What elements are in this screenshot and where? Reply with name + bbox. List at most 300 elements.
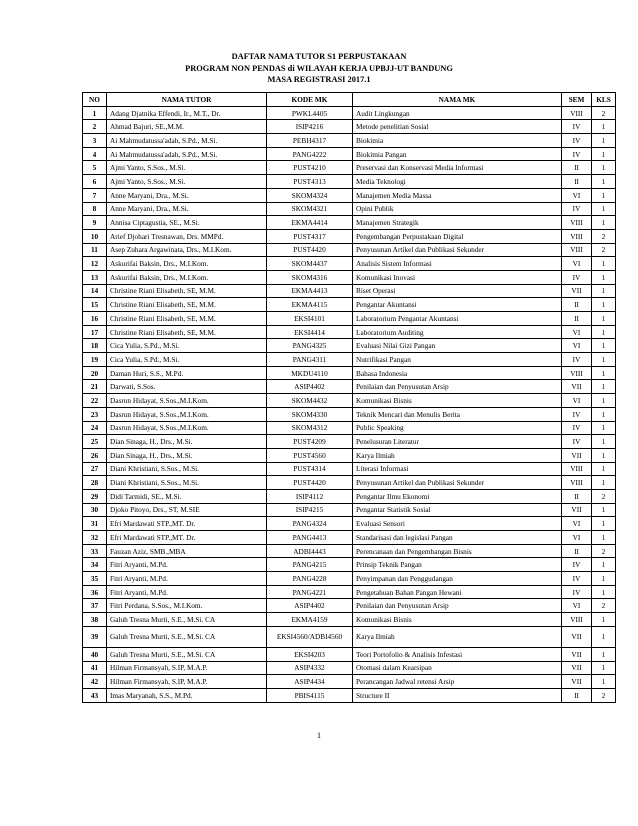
table-row xyxy=(83,503,616,517)
cell-sem: VII xyxy=(562,503,592,517)
cell-nama-tutor: Christine Riani Elisabeth, SE, M.M. xyxy=(107,298,267,312)
cell-nama-tutor: Diani Khristiani, S.Sos., M.Si. xyxy=(107,462,267,476)
cell-nama-mk: Pengembangan Perpustakaan Digital xyxy=(353,229,562,243)
cell-nama-tutor: Galuh Tresna Murti, S.E., M.Si. CA xyxy=(107,647,267,661)
cell-sem: VI xyxy=(562,339,592,353)
cell-no: 27 xyxy=(83,462,107,476)
cell-kls: 1 xyxy=(592,120,616,134)
table-row xyxy=(83,202,616,216)
cell-kls: 1 xyxy=(592,134,616,148)
cell-nama-mk: Karya Ilmiah xyxy=(353,448,562,462)
cell-no: 31 xyxy=(83,517,107,531)
cell-sem: IV xyxy=(562,435,592,449)
cell-kode-mk: ISIP4112 xyxy=(267,489,353,503)
cell-nama-tutor: Diani Khristiani, S.Sos., M.Si. xyxy=(107,476,267,490)
header-sem: SEM xyxy=(562,93,592,107)
cell-nama-mk: Metode penelitian Sosial xyxy=(353,120,562,134)
table-row xyxy=(83,462,616,476)
cell-nama-tutor: Fauzan Aziz, SMB.,MBA xyxy=(107,544,267,558)
cell-kode-mk: ASIP4402 xyxy=(267,599,353,613)
cell-no: 5 xyxy=(83,161,107,175)
cell-kode-mk: EKSI4560/ADBI4560 xyxy=(267,626,353,647)
cell-sem: IV xyxy=(562,147,592,161)
cell-nama-tutor: Dasrun Hidayat, S.Sos.,M.I.Kom. xyxy=(107,421,267,435)
cell-nama-tutor: Christine Riani Elisabeth, SE, M.M. xyxy=(107,325,267,339)
cell-no: 36 xyxy=(83,585,107,599)
header-nama-mk: NAMA MK xyxy=(353,93,562,107)
table-row xyxy=(83,284,616,298)
cell-sem: II xyxy=(562,175,592,189)
table-row xyxy=(83,312,616,326)
cell-kode-mk: MKDU4110 xyxy=(267,366,353,380)
table-row xyxy=(83,435,616,449)
cell-nama-tutor: Fitri Perdana, S.Sos., M.I.Kom. xyxy=(107,599,267,613)
cell-kode-mk: ASIP4402 xyxy=(267,380,353,394)
cell-kls: 1 xyxy=(592,175,616,189)
cell-kls: 1 xyxy=(592,626,616,647)
cell-sem: VIII xyxy=(562,476,592,490)
cell-no: 41 xyxy=(83,661,107,675)
table-header-row xyxy=(83,93,616,107)
cell-no: 11 xyxy=(83,243,107,257)
cell-nama-mk: Media Teknologi xyxy=(353,175,562,189)
table-row xyxy=(83,229,616,243)
cell-kode-mk: PUST4313 xyxy=(267,175,353,189)
cell-sem: VIII xyxy=(562,366,592,380)
cell-no: 25 xyxy=(83,435,107,449)
cell-sem: VII xyxy=(562,284,592,298)
header-no: NO xyxy=(83,93,107,107)
cell-nama-tutor: Efri Mardawati STP.,MT. Dr. xyxy=(107,531,267,545)
cell-sem: VII xyxy=(562,380,592,394)
cell-nama-mk: Biokimia Pangan xyxy=(353,147,562,161)
cell-nama-tutor: Askurifai Baksin, Drs., M.I.Kom. xyxy=(107,270,267,284)
cell-kls: 1 xyxy=(592,613,616,627)
cell-nama-mk: Pengetahuan Bahan Pangan Hewani xyxy=(353,585,562,599)
cell-nama-tutor: Ajmi Yanto, S.Sos., M.Si. xyxy=(107,161,267,175)
cell-kls: 2 xyxy=(592,489,616,503)
cell-no: 39 xyxy=(83,626,107,647)
cell-no: 21 xyxy=(83,380,107,394)
cell-no: 12 xyxy=(83,257,107,271)
cell-kls: 1 xyxy=(592,407,616,421)
table-row xyxy=(83,257,616,271)
cell-no: 19 xyxy=(83,353,107,367)
cell-nama-tutor: Ai Mahmudatussa'adah, S.Pd., M.Si. xyxy=(107,134,267,148)
cell-kls: 2 xyxy=(592,229,616,243)
title-line-3: MASA REGISTRASI 2017.1 xyxy=(267,75,371,84)
cell-no: 38 xyxy=(83,613,107,627)
cell-nama-mk: Structure II xyxy=(353,688,562,702)
cell-nama-mk: Komunikasi Inovasi xyxy=(353,270,562,284)
cell-kls: 1 xyxy=(592,339,616,353)
cell-sem: VIII xyxy=(562,106,592,120)
cell-no: 32 xyxy=(83,531,107,545)
cell-kls: 1 xyxy=(592,585,616,599)
cell-nama-tutor: Anne Maryani, Dra., M.Si. xyxy=(107,188,267,202)
cell-nama-tutor: Didi Tarmidi, SE., M.Si. xyxy=(107,489,267,503)
cell-nama-tutor: Hilman Firmansyah, S.IP, M.A.P. xyxy=(107,661,267,675)
cell-sem: VI xyxy=(562,599,592,613)
cell-nama-mk: Penilaian dan Penyusutan Arsip xyxy=(353,599,562,613)
cell-kode-mk: PUST4560 xyxy=(267,448,353,462)
cell-nama-tutor: Askurifai Baksin, Drs., M.I.Kom. xyxy=(107,257,267,271)
cell-nama-mk: Prinsip Teknik Pangan xyxy=(353,558,562,572)
cell-sem: IV xyxy=(562,407,592,421)
table-row xyxy=(83,380,616,394)
cell-kls: 1 xyxy=(592,517,616,531)
cell-sem: VIII xyxy=(562,216,592,230)
cell-no: 18 xyxy=(83,339,107,353)
cell-no: 42 xyxy=(83,675,107,689)
cell-kode-mk: PANG4325 xyxy=(267,339,353,353)
cell-kode-mk: SKOM4316 xyxy=(267,270,353,284)
cell-nama-tutor: Galuh Tresna Murti, S.E., M.Si. CA xyxy=(107,626,267,647)
cell-nama-tutor: Ahmad Bajuri, SE.,M.M. xyxy=(107,120,267,134)
cell-nama-tutor: Asep Zuhara Argawinata, Drs., M.I.Kom. xyxy=(107,243,267,257)
cell-kls: 1 xyxy=(592,202,616,216)
table-body xyxy=(83,106,616,702)
table-row xyxy=(83,585,616,599)
table-row xyxy=(83,489,616,503)
cell-kode-mk: SKOM4324 xyxy=(267,188,353,202)
cell-nama-tutor: Djoko Pitoyo, Drs., ST, M.SIE xyxy=(107,503,267,517)
cell-no: 28 xyxy=(83,476,107,490)
cell-no: 37 xyxy=(83,599,107,613)
tutor-table xyxy=(82,92,616,703)
cell-nama-mk: Komunikasi Bisnis xyxy=(353,613,562,627)
cell-nama-tutor: Efri Mardawati STP.,MT. Dr. xyxy=(107,517,267,531)
cell-nama-tutor: Ajmi Yanto, S.Sos., M.Si. xyxy=(107,175,267,189)
cell-nama-mk: Teori Portofolio & Analisis Infestasi xyxy=(353,647,562,661)
cell-sem: VII xyxy=(562,647,592,661)
cell-sem: VII xyxy=(562,675,592,689)
table-row xyxy=(83,175,616,189)
title-line-1: DAFTAR NAMA TUTOR S1 PERPUSTAKAAN xyxy=(231,52,407,61)
cell-sem: II xyxy=(562,298,592,312)
cell-kls: 1 xyxy=(592,161,616,175)
table-row xyxy=(83,647,616,661)
table-row xyxy=(83,626,616,647)
cell-kode-mk: ISIP4215 xyxy=(267,503,353,517)
table-row xyxy=(83,106,616,120)
cell-no: 17 xyxy=(83,325,107,339)
cell-nama-mk: Pengantar Statistik Sosial xyxy=(353,503,562,517)
cell-nama-mk: Penyimpanan dan Penggudangan xyxy=(353,572,562,586)
cell-kls: 1 xyxy=(592,675,616,689)
cell-nama-mk: Evaluasi Nilai Gizi Pangan xyxy=(353,339,562,353)
cell-nama-mk: Karya Ilmiah xyxy=(353,626,562,647)
cell-nama-tutor: Darwati, S.Sos. xyxy=(107,380,267,394)
table-row xyxy=(83,544,616,558)
cell-nama-mk: Analisis Sistem Informasi xyxy=(353,257,562,271)
cell-kode-mk: PANG4311 xyxy=(267,353,353,367)
table-row xyxy=(83,243,616,257)
cell-no: 9 xyxy=(83,216,107,230)
cell-kode-mk: EKMA4413 xyxy=(267,284,353,298)
table-row xyxy=(83,270,616,284)
cell-nama-mk: Pengantar Akuntansi xyxy=(353,298,562,312)
cell-kode-mk: PUST4210 xyxy=(267,161,353,175)
cell-kode-mk: EKMA4414 xyxy=(267,216,353,230)
cell-nama-mk: Standarisasi dan legislasi Pangan xyxy=(353,531,562,545)
cell-kls: 1 xyxy=(592,366,616,380)
table-row xyxy=(83,134,616,148)
table-row xyxy=(83,394,616,408)
table-row xyxy=(83,661,616,675)
cell-no: 13 xyxy=(83,270,107,284)
cell-nama-mk: Bahasa Indonesia xyxy=(353,366,562,380)
cell-kode-mk: SKOM4321 xyxy=(267,202,353,216)
cell-no: 24 xyxy=(83,421,107,435)
table-row xyxy=(83,147,616,161)
cell-kls: 1 xyxy=(592,216,616,230)
cell-sem: VII xyxy=(562,661,592,675)
cell-kode-mk: PEBH4317 xyxy=(267,134,353,148)
cell-nama-tutor: Galuh Tresna Murti, S.E., M.Si. CA xyxy=(107,613,267,627)
table-row xyxy=(83,421,616,435)
cell-no: 2 xyxy=(83,120,107,134)
cell-nama-mk: Manajemen Media Massa xyxy=(353,188,562,202)
cell-nama-tutor: Dian Sinaga, H., Drs., M.Si. xyxy=(107,448,267,462)
cell-nama-mk: Biokimia xyxy=(353,134,562,148)
cell-kode-mk: PWKL4405 xyxy=(267,106,353,120)
cell-no: 4 xyxy=(83,147,107,161)
table-row xyxy=(83,161,616,175)
header-nama-tutor: NAMA TUTOR xyxy=(107,93,267,107)
cell-no: 26 xyxy=(83,448,107,462)
cell-nama-tutor: Fitri Aryanti, M.Pd. xyxy=(107,585,267,599)
cell-no: 10 xyxy=(83,229,107,243)
cell-kls: 1 xyxy=(592,448,616,462)
cell-nama-mk: Laboratorium Auditing xyxy=(353,325,562,339)
cell-kls: 1 xyxy=(592,147,616,161)
cell-kls: 1 xyxy=(592,270,616,284)
cell-no: 29 xyxy=(83,489,107,503)
cell-nama-mk: Penilaian dan Penyusutan Arsip xyxy=(353,380,562,394)
cell-kls: 1 xyxy=(592,476,616,490)
cell-no: 23 xyxy=(83,407,107,421)
cell-nama-mk: Nutrifikasi Pangan xyxy=(353,353,562,367)
cell-kls: 1 xyxy=(592,188,616,202)
cell-kls: 1 xyxy=(592,353,616,367)
cell-nama-mk: Audit Lingkungan xyxy=(353,106,562,120)
cell-kls: 1 xyxy=(592,435,616,449)
table-row xyxy=(83,407,616,421)
cell-kls: 1 xyxy=(592,558,616,572)
cell-nama-mk: Otomasi dalam Kearsipan xyxy=(353,661,562,675)
table-row xyxy=(83,675,616,689)
cell-kode-mk: SKOM4432 xyxy=(267,394,353,408)
cell-sem: VIII xyxy=(562,462,592,476)
cell-kode-mk: EKSI4414 xyxy=(267,325,353,339)
table-row xyxy=(83,517,616,531)
table-row xyxy=(83,531,616,545)
table-row xyxy=(83,572,616,586)
cell-nama-tutor: Dasrun Hidayat, S.Sos.,M.I.Kom. xyxy=(107,394,267,408)
cell-nama-mk: Preservasi dan Konservasi Media Informasi xyxy=(353,161,562,175)
header-kls: KLS xyxy=(592,93,616,107)
cell-kls: 2 xyxy=(592,243,616,257)
cell-kls: 1 xyxy=(592,462,616,476)
table-row xyxy=(83,298,616,312)
cell-kode-mk: PUST4420 xyxy=(267,243,353,257)
cell-nama-mk: Manajemen Strategik xyxy=(353,216,562,230)
cell-nama-tutor: Fitri Aryanti, M.Pd. xyxy=(107,558,267,572)
cell-sem: IV xyxy=(562,421,592,435)
cell-nama-tutor: Arief Djohari Tresnawan, Drs. MMPd. xyxy=(107,229,267,243)
cell-sem: VI xyxy=(562,325,592,339)
cell-sem: VII xyxy=(562,626,592,647)
table-row xyxy=(83,688,616,702)
cell-sem: IV xyxy=(562,270,592,284)
cell-nama-mk: Penyusunan Artikel dan Publikasi Sekunder xyxy=(353,243,562,257)
cell-kode-mk: PUST4317 xyxy=(267,229,353,243)
cell-kode-mk: PANG4215 xyxy=(267,558,353,572)
cell-nama-tutor: Daman Huri, S.S., M.Pd. xyxy=(107,366,267,380)
cell-sem: VIII xyxy=(562,613,592,627)
cell-sem: VIII xyxy=(562,229,592,243)
cell-nama-mk: Riset Operasi xyxy=(353,284,562,298)
cell-kode-mk: PUST4314 xyxy=(267,462,353,476)
cell-nama-tutor: Anne Maryani, Dra., M.Si. xyxy=(107,202,267,216)
cell-no: 14 xyxy=(83,284,107,298)
cell-nama-mk: Teknik Mencari dan Menulis Berita xyxy=(353,407,562,421)
cell-sem: VII xyxy=(562,448,592,462)
cell-no: 3 xyxy=(83,134,107,148)
cell-no: 40 xyxy=(83,647,107,661)
cell-kls: 2 xyxy=(592,688,616,702)
cell-nama-mk: Pengantar Ilmu Ekonomi xyxy=(353,489,562,503)
title-line-2: PROGRAM NON PENDAS di WILAYAH KERJA UPBJJ-UT BANDUNG xyxy=(185,63,453,73)
cell-nama-mk: Evaluasi Sensori xyxy=(353,517,562,531)
table-row xyxy=(83,188,616,202)
cell-sem: II xyxy=(562,489,592,503)
cell-no: 1 xyxy=(83,106,107,120)
cell-kode-mk: PANG4324 xyxy=(267,517,353,531)
cell-nama-tutor: Annisa Ciptagustia, SE., M.Si. xyxy=(107,216,267,230)
cell-kode-mk: PUST4420 xyxy=(267,476,353,490)
cell-nama-tutor: Imas Maryanah, S.S., M.Pd. xyxy=(107,688,267,702)
cell-kls: 2 xyxy=(592,106,616,120)
cell-kode-mk: ASIP4434 xyxy=(267,675,353,689)
cell-kode-mk: PANG4228 xyxy=(267,572,353,586)
cell-kode-mk: ASIP4332 xyxy=(267,661,353,675)
cell-sem: II xyxy=(562,312,592,326)
cell-nama-mk: Penelusuran Literatur xyxy=(353,435,562,449)
cell-no: 16 xyxy=(83,312,107,326)
cell-sem: IV xyxy=(562,585,592,599)
page-number: 1 xyxy=(317,731,321,740)
cell-no: 22 xyxy=(83,394,107,408)
cell-sem: IV xyxy=(562,353,592,367)
cell-kode-mk: PANG4413 xyxy=(267,531,353,545)
cell-nama-tutor: Adang Djatnika Effendi, Ir., M.T., Dr. xyxy=(107,106,267,120)
cell-nama-tutor: Hilman Firmansyah, S.IP, M.A.P. xyxy=(107,675,267,689)
cell-no: 7 xyxy=(83,188,107,202)
cell-kls: 1 xyxy=(592,380,616,394)
cell-nama-tutor: Dian Sinaga, H., Drs., M.Si. xyxy=(107,435,267,449)
cell-no: 35 xyxy=(83,572,107,586)
cell-kode-mk: PUST4209 xyxy=(267,435,353,449)
table-row xyxy=(83,448,616,462)
cell-sem: IV xyxy=(562,572,592,586)
table-row xyxy=(83,216,616,230)
cell-no: 34 xyxy=(83,558,107,572)
cell-kode-mk: ADBI4443 xyxy=(267,544,353,558)
cell-kode-mk: SKOM4437 xyxy=(267,257,353,271)
cell-sem: IV xyxy=(562,134,592,148)
table-row xyxy=(83,613,616,627)
table-row xyxy=(83,339,616,353)
cell-kode-mk: EKSI4203 xyxy=(267,647,353,661)
cell-kls: 1 xyxy=(592,647,616,661)
cell-kls: 1 xyxy=(592,394,616,408)
cell-sem: VI xyxy=(562,257,592,271)
cell-nama-tutor: Christine Riani Elisabeth, SE, M.M. xyxy=(107,284,267,298)
table-row xyxy=(83,366,616,380)
cell-kode-mk: SKOM4330 xyxy=(267,407,353,421)
cell-kode-mk: PANG4222 xyxy=(267,147,353,161)
cell-sem: IV xyxy=(562,202,592,216)
cell-no: 15 xyxy=(83,298,107,312)
cell-kls: 1 xyxy=(592,325,616,339)
cell-nama-tutor: Cica Yulia, S.Pd., M.Si. xyxy=(107,353,267,367)
cell-nama-mk: Opini Publik xyxy=(353,202,562,216)
cell-sem: IV xyxy=(562,558,592,572)
table-row xyxy=(83,558,616,572)
cell-nama-tutor: Dasrun Hidayat, S.Sos.,M.I.Kom. xyxy=(107,407,267,421)
cell-kls: 1 xyxy=(592,257,616,271)
table-row xyxy=(83,599,616,613)
cell-nama-tutor: Fitri Aryanti, M.Pd. xyxy=(107,572,267,586)
cell-no: 8 xyxy=(83,202,107,216)
cell-kls: 1 xyxy=(592,503,616,517)
cell-kode-mk: EKSI4101 xyxy=(267,312,353,326)
cell-nama-mk: Literasi Informasi xyxy=(353,462,562,476)
cell-sem: II xyxy=(562,161,592,175)
cell-nama-mk: Komunikasi Bisnis xyxy=(353,394,562,408)
cell-kls: 2 xyxy=(592,544,616,558)
cell-kls: 1 xyxy=(592,284,616,298)
table-row xyxy=(83,325,616,339)
cell-no: 20 xyxy=(83,366,107,380)
cell-kls: 1 xyxy=(592,298,616,312)
cell-kode-mk: PANG4221 xyxy=(267,585,353,599)
cell-sem: VI xyxy=(562,517,592,531)
cell-nama-mk: Public Speaking xyxy=(353,421,562,435)
cell-sem: VIII xyxy=(562,243,592,257)
cell-no: 30 xyxy=(83,503,107,517)
cell-kode-mk: PBIS4115 xyxy=(267,688,353,702)
cell-sem: II xyxy=(562,544,592,558)
cell-no: 43 xyxy=(83,688,107,702)
table-row xyxy=(83,353,616,367)
cell-sem: VI xyxy=(562,531,592,545)
cell-kls: 2 xyxy=(592,599,616,613)
cell-nama-tutor: Cica Yulia, S.Pd., M.Si. xyxy=(107,339,267,353)
cell-kode-mk: EKMA4159 xyxy=(267,613,353,627)
cell-no: 33 xyxy=(83,544,107,558)
cell-no: 6 xyxy=(83,175,107,189)
cell-kode-mk: ISIP4216 xyxy=(267,120,353,134)
cell-nama-mk: Laboratorium Pengantar Akuntansi xyxy=(353,312,562,326)
cell-kls: 1 xyxy=(592,531,616,545)
header-kode-mk: KODE MK xyxy=(267,93,353,107)
table-row xyxy=(83,120,616,134)
cell-kode-mk: EKMA4115 xyxy=(267,298,353,312)
cell-kls: 1 xyxy=(592,312,616,326)
